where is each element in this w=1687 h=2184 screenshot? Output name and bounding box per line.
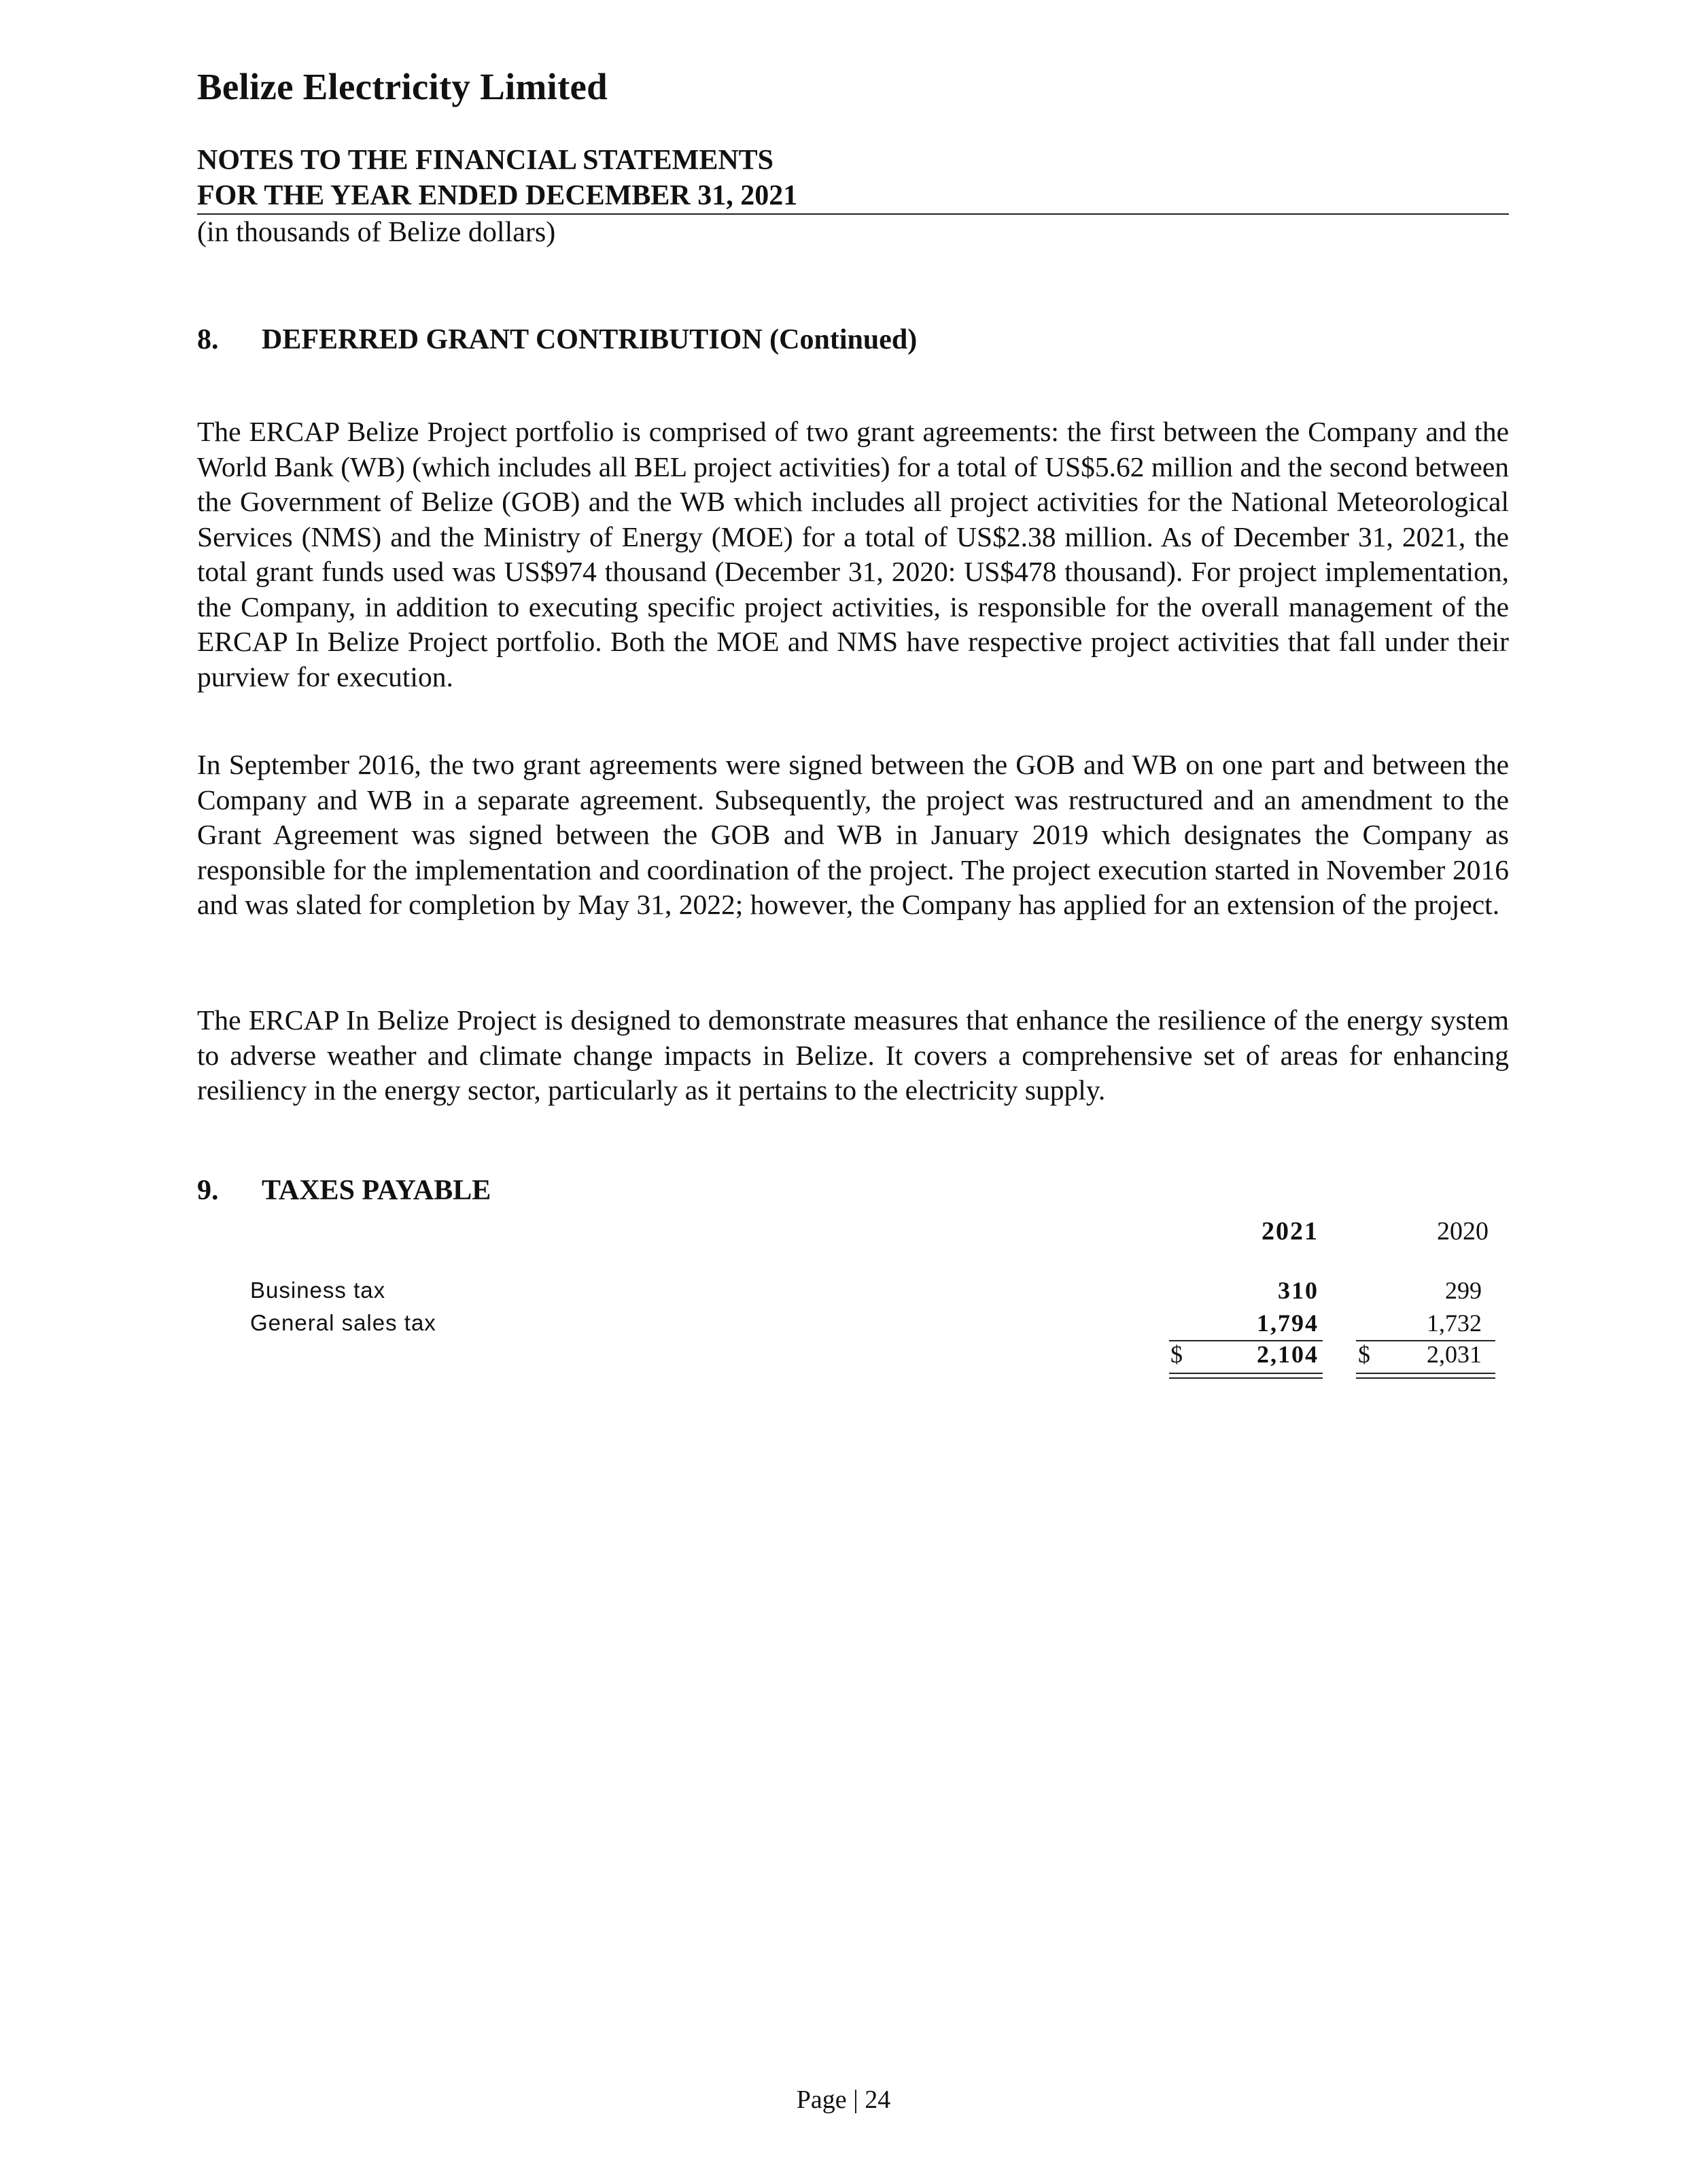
row-label-business-tax: Business tax [250,1278,386,1303]
page-number: Page | 24 [796,2085,891,2114]
row-label-general-sales-tax: General sales tax [250,1310,436,1335]
statement-heading [197,143,1509,250]
section-9-title [197,1174,491,1207]
section-8-paragraph-1: The ERCAP Belize Project portfolio is comprised of two grant agreements: the first between the Company and the World Bank (WB) (which includes all BEL project activities) for a total of US$5.62 million and the second between the Government of Belize (GOB) and the WB which includes all project activities for the National Meteorological Services (NMS) and the Ministry of Energy (MOE) for a total of US$2.38 million. As of December 31, 2021, the total grant funds used was US$974 thousand (December 31, 2020: US$478 thousand). For project implementation, the Company, in addition to executing specific project activities, is responsible for the overall management of the ERCAP In Belize Project portfolio. Both the MOE and NMS have respective project activities that fall under their purview for execution. [197,416,1509,692]
section-8-number: 8. [197,324,219,355]
total-2020: 2,031 [1427,1341,1482,1368]
total-double-rule-2021-bottom [1169,1377,1323,1379]
section-8-title [197,323,917,356]
section-8-title-text: DEFERRED GRANT CONTRIBUTION (Continued) [262,324,918,355]
heading-subtitle: (in thousands of Belize dollars) [197,217,556,248]
total-double-rule-2021-top [1169,1373,1323,1374]
heading-title-line1: NOTES TO THE FINANCIAL STATEMENTS [197,145,774,176]
section-9-number: 9. [197,1175,219,1206]
section-9-title-text: TAXES PAYABLE [262,1175,491,1206]
heading-title-line2: FOR THE YEAR ENDED DECEMBER 31, 2021 [197,180,798,211]
business-tax-2021: 310 [1278,1277,1319,1304]
company-name: Belize Electricity Limited [197,66,608,107]
total-double-rule-2020-bottom [1356,1377,1495,1379]
business-tax-2020: 299 [1445,1277,1482,1304]
section-8-paragraph-2: In September 2016, the two grant agreements were signed between the GOB and WB on one part and between the Company and WB in a separate agreement. Subsequently, the project was restructured and an amendment to the Grant Agreement was signed between the GOB and WB in January 2019 which designates the Company as responsible for the implementation and coordination of the project. The project execution started in November 2016 and was slated for completion by May 31, 2022; however, the Company has applied for an extension of the project. [197,749,1509,920]
general-sales-tax-2021: 1,794 [1257,1309,1319,1337]
total-double-rule-2020-top [1356,1373,1495,1374]
section-8-paragraph-3: The ERCAP In Belize Project is designed to demonstrate measures that enhance the resilience of the energy system to adverse weather and climate change impacts in Belize. It covers a comprehensive set of areas for enhancing resiliency in the energy sector, particularly as it pertains to the electricity supply. [197,1004,1509,1106]
total-currency-2020: $ [1358,1341,1370,1368]
total-currency-2021: $ [1170,1341,1183,1368]
general-sales-tax-2020: 1,732 [1427,1309,1482,1337]
total-2021: 2,104 [1257,1341,1319,1368]
column-header-2021: 2021 [1262,1217,1319,1246]
column-header-2020: 2020 [1437,1217,1489,1246]
